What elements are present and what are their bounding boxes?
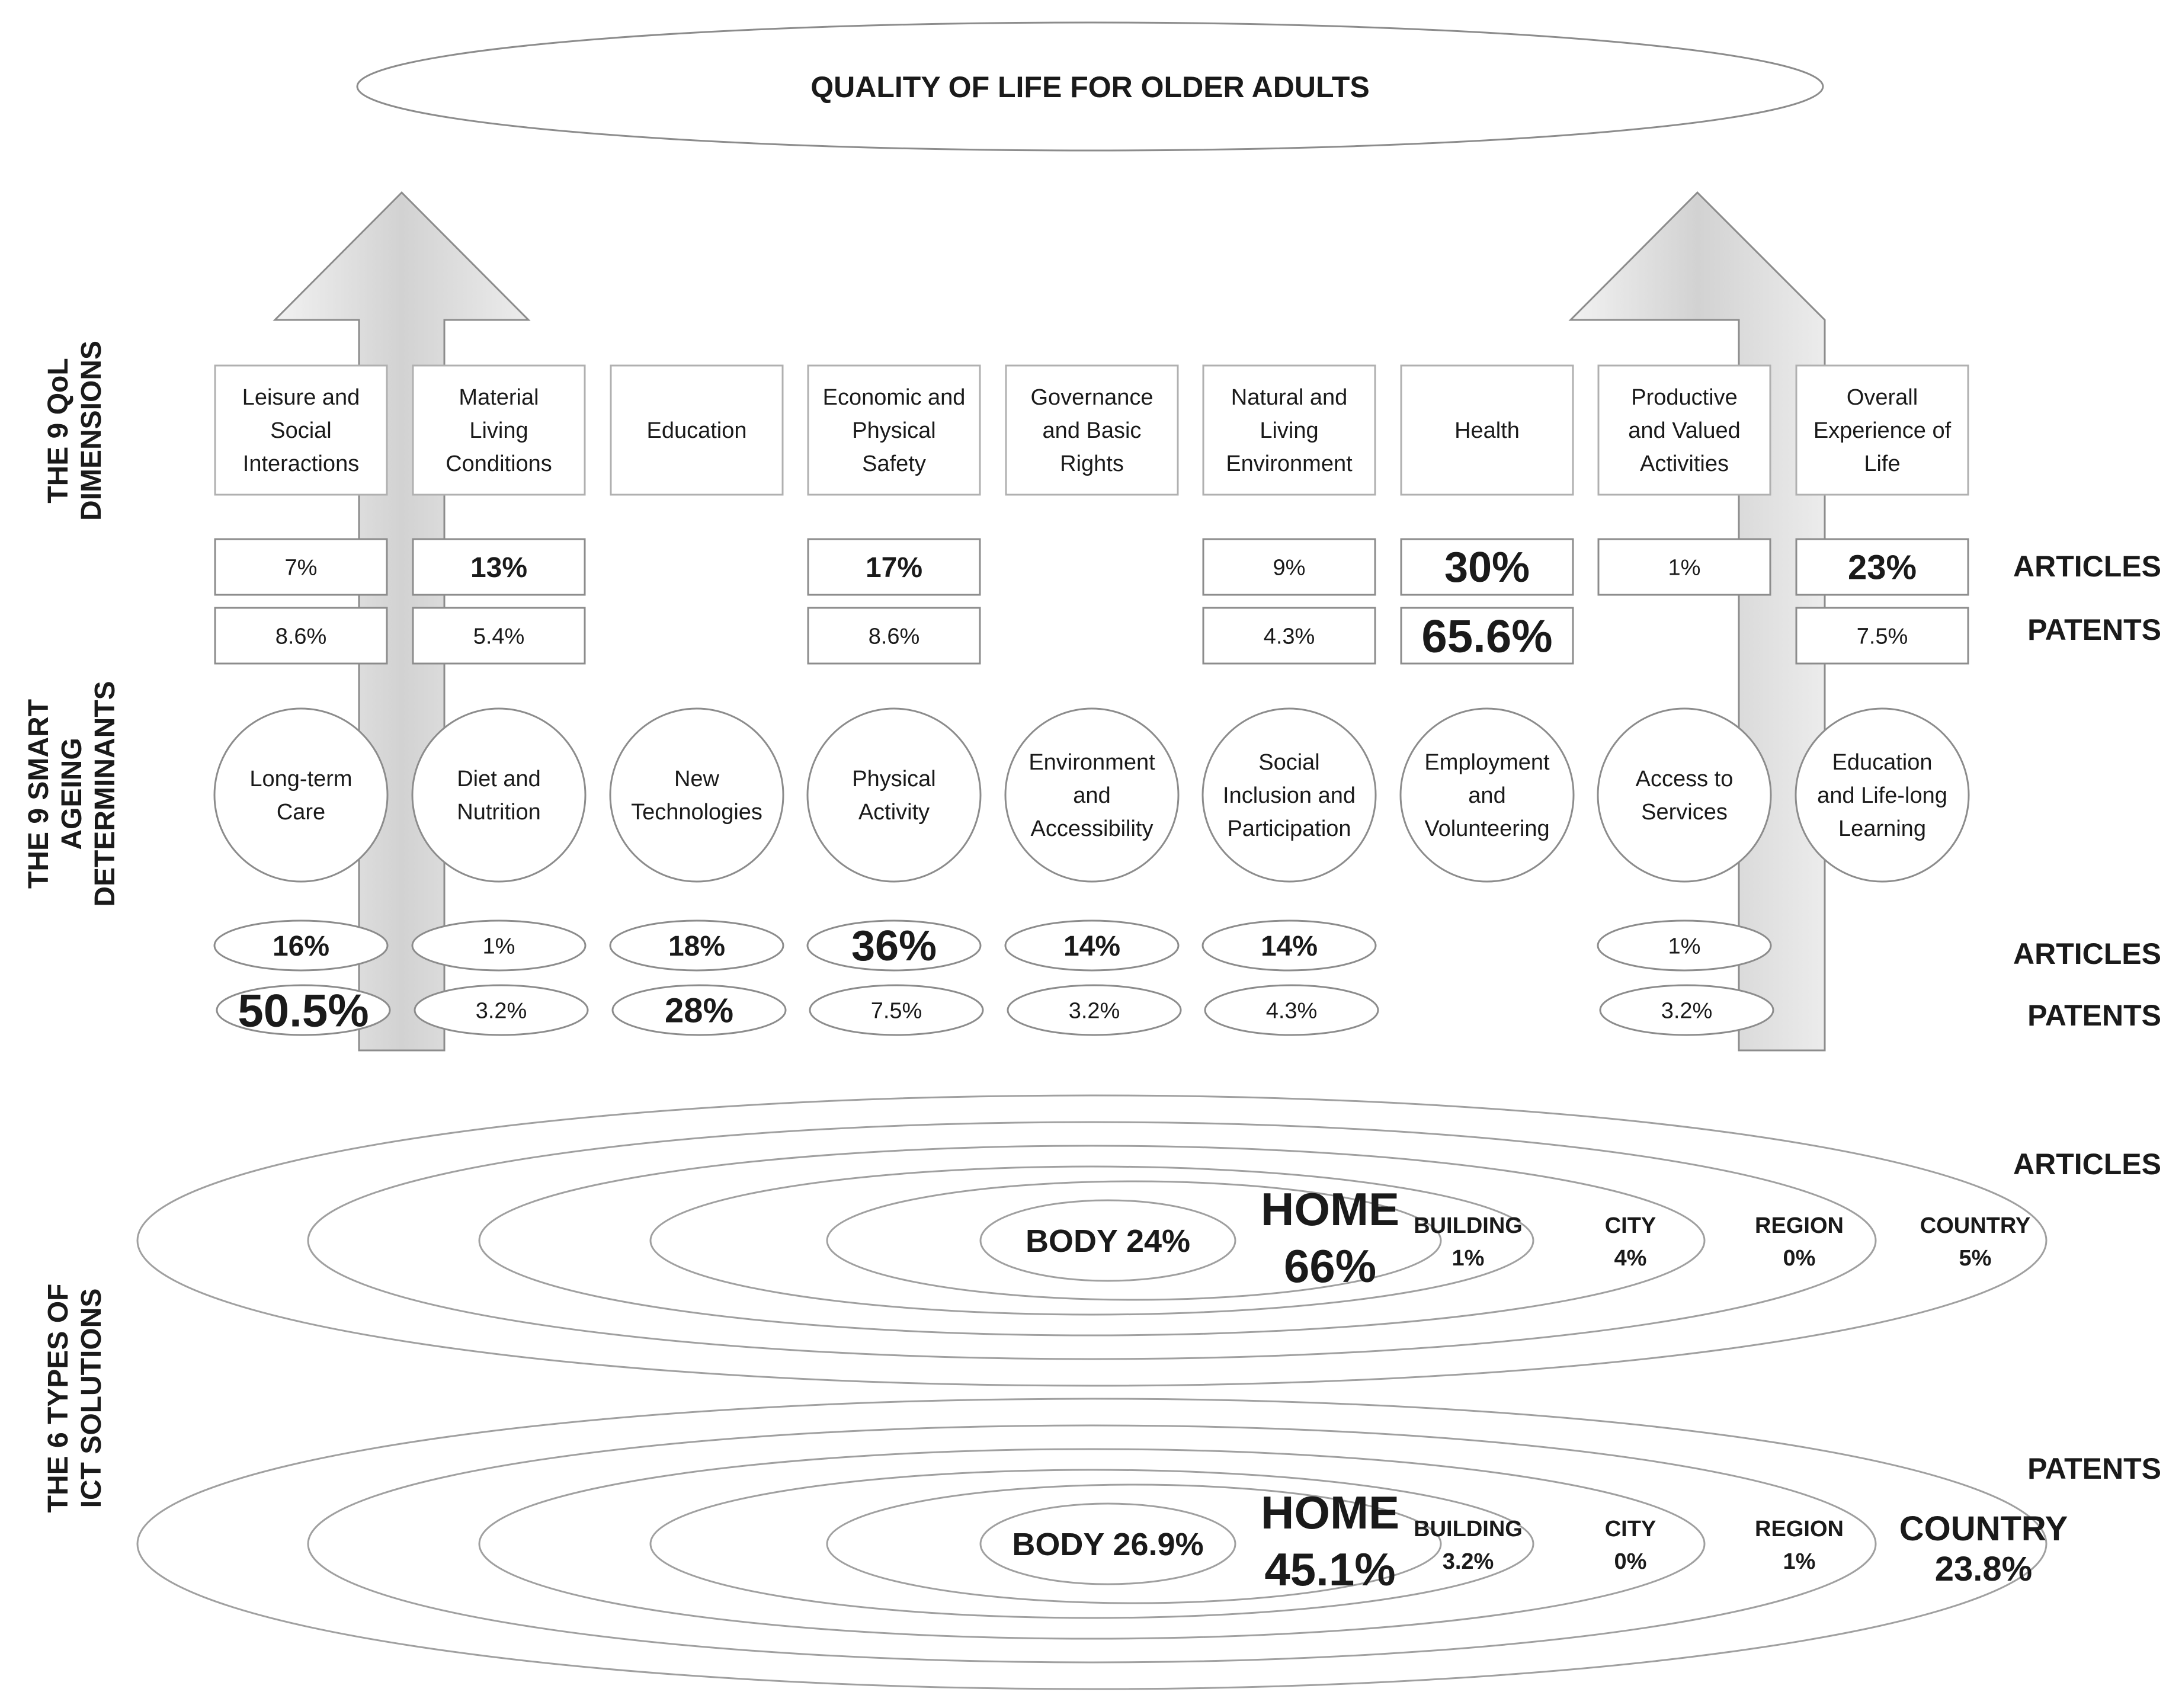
qol-dimension-label: Leisure and [242, 385, 360, 410]
side-label-ict-line: ICT SOLUTIONS [76, 1288, 107, 1508]
region-label: REGION [1755, 1213, 1844, 1238]
determinant-patents-value: 50.5% [238, 984, 369, 1037]
determinant [1005, 709, 1181, 1035]
determinant-circle [610, 709, 783, 882]
country-value: 23.8% [1934, 1550, 2033, 1588]
qol-dimension-label: Physical [852, 418, 936, 443]
determinant-label: Long-term [249, 767, 353, 791]
determinant-label: Physical [852, 767, 936, 791]
ict-solutions-patents [137, 1399, 2068, 1689]
qol-dimension-label: Health [1454, 418, 1520, 443]
qol-patents-value: 8.6% [868, 624, 920, 649]
determinant-label: and Life-long [1817, 783, 1947, 808]
qol-dimension [611, 366, 783, 495]
determinant-patents-value: 7.5% [870, 998, 922, 1024]
qol-articles-value: 13% [470, 552, 528, 584]
home-value: 66% [1283, 1240, 1377, 1292]
determinant [1401, 709, 1574, 882]
qol-dimension-label: Social [270, 418, 332, 443]
side-label-ict [43, 1284, 107, 1513]
side-label-determinants-line: THE 9 SMART [23, 698, 55, 889]
determinant [610, 709, 786, 1035]
determinant-label: Diet and [457, 767, 541, 791]
qol-dimension-label: Overall [1846, 385, 1918, 410]
building-label: BUILDING [1414, 1213, 1523, 1238]
determinant-label: Learning [1838, 816, 1926, 841]
determinant-label: Social [1258, 750, 1320, 775]
qol-patents-value: 65.6% [1421, 610, 1553, 662]
region-value: 0% [1783, 1246, 1816, 1271]
qol-patents-value: 5.4% [473, 624, 525, 649]
qol-dimension-label: Education [646, 418, 747, 443]
qol-dimension-label: and Basic [1042, 418, 1142, 443]
city-label: CITY [1604, 1213, 1656, 1238]
determinant-circle [214, 709, 387, 882]
building-value: 3.2% [1442, 1549, 1494, 1574]
side-label-determinants [23, 681, 121, 906]
qol-dimension-label: Conditions [446, 451, 552, 476]
determinant-label: Nutrition [457, 800, 541, 825]
qol-dimension-label: Safety [862, 451, 926, 476]
qol-dimension-label: Experience of [1813, 418, 1952, 443]
row-label-qol-patents: PATENTS [2027, 613, 2161, 646]
qol-dimension [1203, 366, 1375, 664]
qol-articles-value: 17% [865, 552, 923, 584]
qol-dimension-label: Economic and [822, 385, 966, 410]
region-label: REGION [1755, 1517, 1844, 1542]
qol-dimension [1598, 366, 1770, 595]
qol-dimension-label: Material [459, 385, 539, 410]
determinant-label: Technologies [631, 800, 762, 825]
determinant-label: Access to [1635, 767, 1734, 791]
country-label: COUNTRY [1899, 1510, 2068, 1548]
qol-dimension [808, 366, 980, 664]
determinant-articles-value: 1% [1668, 934, 1701, 959]
qol-dimension-label: Interactions [242, 451, 360, 476]
row-label-det-patents: PATENTS [2027, 999, 2161, 1032]
building-label: BUILDING [1414, 1517, 1523, 1542]
home-label: HOME [1261, 1486, 1399, 1539]
city-label: CITY [1604, 1517, 1656, 1542]
determinant-label: Environment [1028, 750, 1155, 775]
determinant-circle [808, 709, 981, 882]
side-label-determinants-line: AGEING [56, 738, 88, 850]
qol-articles-value: 1% [1668, 555, 1701, 581]
qol-patents-value: 7.5% [1856, 624, 1908, 649]
determinant-circle [412, 709, 585, 882]
determinant-label: Accessibility [1030, 816, 1154, 841]
determinant-patents-value: 28% [664, 991, 734, 1030]
determinant-patents-value: 3.2% [1661, 998, 1713, 1024]
determinant-articles-value: 14% [1260, 930, 1318, 962]
building-value: 1% [1452, 1246, 1485, 1271]
row-label-ict-articles: ARTICLES [2013, 1148, 2161, 1181]
determinant [1203, 709, 1378, 1035]
determinant-patents-value: 3.2% [1068, 998, 1120, 1024]
determinant-articles-value: 18% [668, 930, 726, 962]
qol-dimension-label: and Valued [1628, 418, 1741, 443]
determinant-label: and [1468, 783, 1506, 808]
determinant-label: Volunteering [1424, 816, 1550, 841]
determinant-label: Participation [1227, 816, 1351, 841]
ict-solutions-articles [137, 1095, 2046, 1386]
determinant-articles-value: 1% [482, 934, 515, 959]
determinant [808, 709, 983, 1035]
country-label: COUNTRY [1920, 1213, 2031, 1238]
body-value: BODY 26.9% [1012, 1527, 1204, 1562]
determinant-label: Activity [858, 800, 930, 825]
region-value: 1% [1783, 1549, 1816, 1574]
qol-dimension-label: Rights [1060, 451, 1124, 476]
row-label-det-articles: ARTICLES [2013, 937, 2161, 970]
determinant-articles-value: 14% [1063, 930, 1121, 962]
side-label-determinants-line: DETERMINANTS [89, 681, 121, 907]
qol-dimension [1401, 366, 1573, 664]
qol-dimension-label: Natural and [1231, 385, 1348, 410]
diagram-title: QUALITY OF LIFE FOR OLDER ADULTS [810, 71, 1370, 104]
qol-patents-value: 8.6% [275, 624, 327, 649]
determinant-label: Inclusion and [1223, 783, 1356, 808]
body-value: BODY 24% [1025, 1223, 1191, 1259]
qol-articles-value: 9% [1273, 555, 1306, 581]
side-label-qol-line: THE 9 QoL [43, 358, 74, 504]
qol-dimension [1006, 366, 1178, 495]
smart-ageing-determinants [214, 709, 1969, 1036]
qol-patents-value: 4.3% [1263, 624, 1315, 649]
determinant-label: Employment [1424, 750, 1550, 775]
qol-articles-value: 7% [284, 555, 318, 581]
side-label-qol-line: DIMENSIONS [76, 340, 107, 521]
qol-dimension-label: Living [1260, 418, 1319, 443]
qol-dimension-label: Activities [1640, 451, 1729, 476]
qol-dimension-label: Environment [1226, 451, 1353, 476]
determinant-label: Care [276, 800, 326, 825]
qol-dimension-label: Governance [1030, 385, 1154, 410]
row-label-ict-patents: PATENTS [2027, 1452, 2161, 1485]
determinant-label: New [674, 767, 720, 791]
qol-dimension-label: Life [1864, 451, 1901, 476]
home-value: 45.1% [1264, 1543, 1396, 1595]
determinant-label: and [1073, 783, 1111, 808]
qol-dimension-label: Living [469, 418, 528, 443]
determinant-circle [1598, 709, 1771, 882]
city-value: 0% [1614, 1549, 1647, 1574]
determinant-label: Services [1641, 800, 1728, 825]
determinant-patents-value: 4.3% [1265, 998, 1318, 1024]
determinant-articles-value: 16% [272, 930, 330, 962]
home-label: HOME [1261, 1183, 1399, 1235]
city-value: 4% [1614, 1246, 1647, 1271]
determinant [1796, 709, 1969, 882]
qol-articles-value: 23% [1847, 548, 1917, 587]
qol-dimension-label: Productive [1631, 385, 1738, 410]
row-label-qol-articles: ARTICLES [2013, 550, 2161, 583]
determinant-articles-value: 36% [851, 922, 937, 970]
qol-articles-value: 30% [1444, 544, 1530, 592]
side-label-qol [43, 341, 107, 521]
determinant-patents-value: 3.2% [475, 998, 527, 1024]
determinant-label: Education [1832, 750, 1933, 775]
side-label-ict-line: THE 6 TYPES OF [43, 1283, 74, 1513]
qol-dimensions [215, 366, 1968, 664]
country-value: 5% [1959, 1246, 1992, 1271]
